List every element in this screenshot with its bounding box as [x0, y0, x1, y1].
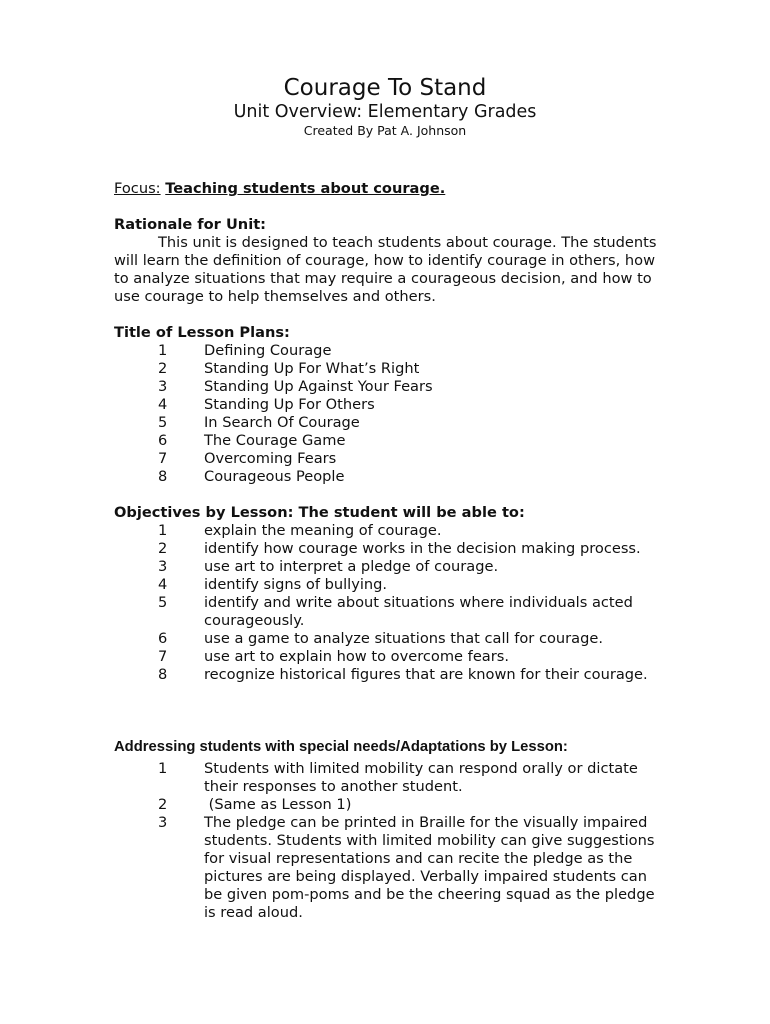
list-item — [114, 396, 433, 414]
item-text: use art to interpret a pledge of courage. — [204, 558, 499, 575]
item-text: identify and write about situations where individuals acted courageously. — [204, 594, 633, 629]
item-text: explain the meaning of courage. — [204, 522, 442, 539]
item-text: (Same as Lesson 1) — [204, 796, 352, 813]
item-text: use a game to analyze situations that call for courage. — [204, 630, 603, 647]
rationale-paragraph: This unit is designed to teach students about courage. The students will learn the definition of courage, how to identify courage in others, how to analyze situations that may require a courageous decision, and how to use courage to help themselves and others. — [114, 234, 657, 305]
list-item — [114, 414, 433, 432]
item-text: recognize historical figures that are known for their courage. — [204, 666, 648, 683]
item-number: 4 — [158, 396, 168, 413]
item-text: Courageous People — [204, 468, 345, 485]
item-text: Standing Up For What’s Right — [204, 360, 420, 377]
lesson-plans-heading: Title of Lesson Plans: — [114, 324, 290, 341]
item-text: Students with limited mobility can respond orally or dictate their responses to another student. — [204, 760, 638, 795]
item-number: 2 — [158, 540, 168, 557]
list-item — [114, 648, 674, 666]
list-item — [114, 468, 433, 486]
list-item — [114, 450, 433, 468]
item-number: 5 — [158, 594, 168, 611]
item-number: 5 — [158, 414, 168, 431]
list-item — [114, 576, 674, 594]
list-item — [114, 666, 674, 684]
document-title: Courage To Stand — [283, 75, 487, 101]
item-text: The pledge can be printed in Braille for the visually impaired students. Students with limited mobility can give suggestions for visual representations and can recite the pledge as the pictures are being displayed. Verbally impaired students can be given pom-poms and be the cheering squad as the pledge is read aloud. — [204, 814, 655, 921]
author-byline: Created By Pat A. Johnson — [303, 123, 467, 138]
item-text: identify signs of bullying. — [204, 576, 388, 593]
list-item — [114, 594, 674, 630]
list-item — [114, 342, 433, 360]
item-number: 3 — [158, 378, 168, 395]
objectives-list — [114, 522, 674, 684]
item-number: 1 — [158, 522, 168, 539]
item-text: The Courage Game — [204, 432, 346, 449]
item-number: 2 — [158, 360, 168, 377]
item-number: 6 — [158, 432, 168, 449]
list-item — [114, 814, 674, 922]
item-number: 7 — [158, 648, 168, 665]
focus-value: Teaching students about courage. — [165, 180, 446, 197]
list-item — [114, 630, 674, 648]
item-number: 8 — [158, 468, 168, 485]
item-text: Overcoming Fears — [204, 450, 337, 467]
focus-label: Focus: — [114, 180, 161, 197]
item-number: 7 — [158, 450, 168, 467]
item-text: In Search Of Courage — [204, 414, 360, 431]
list-item — [114, 796, 674, 814]
item-number: 1 — [158, 760, 168, 777]
item-text: Standing Up Against Your Fears — [204, 378, 433, 395]
list-item — [114, 378, 433, 396]
document-subtitle: Unit Overview: Elementary Grades — [233, 102, 537, 122]
list-item — [114, 540, 674, 558]
list-item — [114, 558, 674, 576]
list-item — [114, 432, 433, 450]
item-text: Standing Up For Others — [204, 396, 375, 413]
focus-line — [114, 180, 445, 198]
item-text: identify how courage works in the decision making process. — [204, 540, 641, 557]
lesson-plans-list — [114, 342, 433, 486]
rationale-heading: Rationale for Unit: — [114, 216, 267, 233]
list-item — [114, 522, 674, 540]
list-item — [114, 360, 433, 378]
special-needs-list — [114, 760, 674, 922]
item-number: 4 — [158, 576, 168, 593]
item-text: Defining Courage — [204, 342, 332, 359]
item-number: 2 — [158, 796, 168, 813]
item-number: 6 — [158, 630, 168, 647]
item-number: 3 — [158, 558, 168, 575]
item-number: 3 — [158, 814, 168, 831]
special-needs-heading: Addressing students with special needs/Adaptations by Lesson: — [114, 739, 568, 755]
item-number: 8 — [158, 666, 168, 683]
objectives-heading: Objectives by Lesson: The student will be able to: — [114, 504, 525, 521]
list-item — [114, 760, 674, 796]
item-text: use art to explain how to overcome fears. — [204, 648, 509, 665]
item-number: 1 — [158, 342, 168, 359]
